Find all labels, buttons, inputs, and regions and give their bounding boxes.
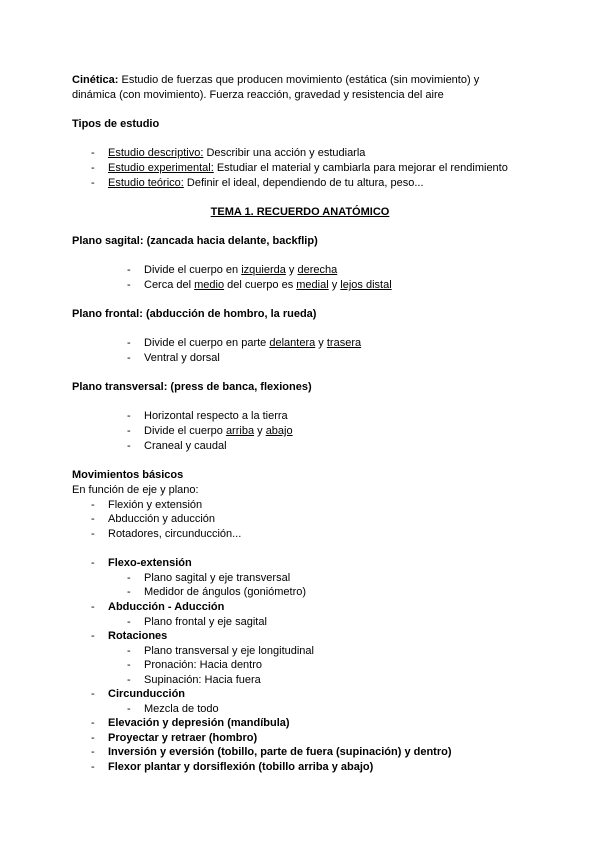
transversal-heading: Plano transversal: (press de banca, flexiones) xyxy=(72,381,312,393)
bullet-dash: - xyxy=(91,147,95,159)
bullet-dash: - xyxy=(127,440,131,452)
frontal-item xyxy=(127,336,587,350)
text: Flexo-extensión xyxy=(108,557,192,569)
underlined-term: izquierda xyxy=(241,264,286,276)
extra-item xyxy=(91,731,551,745)
flexo-item xyxy=(91,556,551,570)
bullet-dash: - xyxy=(127,616,131,628)
underlined-term: delantera xyxy=(269,337,316,349)
text: Plano sagital y eje transversal xyxy=(144,572,291,584)
movimientos-item xyxy=(91,512,551,526)
bullet-dash: - xyxy=(127,425,131,437)
underlined-term: trasera xyxy=(326,337,362,349)
extra-item xyxy=(91,716,551,730)
cinetica-line2: dinámica (con movimiento). Fuerza reacción, gravedad y resistencia del aire xyxy=(72,89,444,101)
circunduccion-sub xyxy=(127,702,587,716)
movimientos-item xyxy=(91,527,551,541)
bullet-dash: - xyxy=(91,746,95,758)
bullet-dash: - xyxy=(91,177,95,189)
tipos-heading: Tipos de estudio xyxy=(72,118,160,130)
transversal-item xyxy=(127,409,587,423)
underlined-term: arriba xyxy=(225,425,255,437)
text: Divide el cuerpo xyxy=(144,425,226,437)
text: y xyxy=(315,337,327,349)
text: y xyxy=(328,279,341,291)
rotaciones-sub xyxy=(127,673,587,687)
bullet-dash: - xyxy=(127,645,131,657)
text: Proyectar y retraer (hombro) xyxy=(108,732,258,744)
underlined-term: medial xyxy=(296,279,329,291)
tipos-term: Estudio teórico: xyxy=(108,177,184,189)
extra-item xyxy=(91,745,551,759)
text: Horizontal respecto a la tierra xyxy=(144,410,288,422)
underlined-term: derecha xyxy=(297,264,338,276)
text: Plano frontal y eje sagital xyxy=(144,616,267,628)
transversal-item xyxy=(127,424,587,438)
frontal-item xyxy=(127,351,587,365)
bullet-dash: - xyxy=(91,557,95,569)
underlined-term: lejos distal xyxy=(340,279,392,291)
extra-item xyxy=(91,760,551,774)
sagital-item xyxy=(127,278,587,292)
transversal-item xyxy=(127,439,587,453)
text: y xyxy=(285,264,298,276)
rotaciones-sub xyxy=(127,658,587,672)
tipos-rest: Describir una acción y estudiarla xyxy=(203,147,366,159)
tipos-item xyxy=(91,176,551,190)
bullet-dash: - xyxy=(127,337,131,349)
text: Pronación: Hacia dentro xyxy=(144,659,263,671)
cinetica-paragraph xyxy=(72,73,532,87)
text: Rotaciones xyxy=(108,630,168,642)
text: Divide el cuerpo en xyxy=(144,264,242,276)
tema-title: TEMA 1. RECUERDO ANATÓMICO xyxy=(210,206,390,218)
text: Divide el cuerpo en parte xyxy=(144,337,270,349)
text: Plano transversal y eje longitudinal xyxy=(144,645,314,657)
text: Flexión y extensión xyxy=(108,499,203,511)
flexo-sub xyxy=(127,585,587,599)
bullet-dash: - xyxy=(127,572,131,584)
cinetica-label: Cinética: xyxy=(72,74,119,86)
bullet-dash: - xyxy=(91,162,95,174)
rotaciones-sub xyxy=(127,644,587,658)
text: Circunducción xyxy=(108,688,186,700)
rotaciones-item xyxy=(91,629,551,643)
text: Cerca del xyxy=(144,279,195,291)
circunduccion-item xyxy=(91,687,551,701)
text: Abducción y aducción xyxy=(108,513,216,525)
bullet-dash: - xyxy=(91,732,95,744)
text: Elevación y depresión (mandíbula) xyxy=(108,717,290,729)
movimientos-intro: En función de eje y plano: xyxy=(72,484,199,496)
bullet-dash: - xyxy=(127,279,131,291)
text: y xyxy=(254,425,266,437)
text: Craneal y caudal xyxy=(144,440,227,452)
abduccion-sub xyxy=(127,615,587,629)
underlined-term: abajo xyxy=(265,425,293,437)
bullet-dash: - xyxy=(91,688,95,700)
bullet-dash: - xyxy=(127,674,131,686)
tipos-rest: Definir el ideal, dependiendo de tu altura, peso... xyxy=(183,177,424,189)
bullet-dash: - xyxy=(127,703,131,715)
bullet-dash: - xyxy=(91,717,95,729)
bullet-dash: - xyxy=(91,513,95,525)
abduccion-item xyxy=(91,600,551,614)
bullet-dash: - xyxy=(91,528,95,540)
text: Abducción - Aducción xyxy=(108,601,225,613)
tipos-term: Estudio experimental: xyxy=(108,162,214,174)
bullet-dash: - xyxy=(91,761,95,773)
bullet-dash: - xyxy=(127,352,131,364)
cinetica-line1: Estudio de fuerzas que producen movimiento (estática (sin movimiento) y xyxy=(121,74,480,86)
text: Supinación: Hacia fuera xyxy=(144,674,261,686)
movimientos-item xyxy=(91,498,551,512)
movimientos-heading: Movimientos básicos xyxy=(72,469,184,481)
tipos-rest: Estudiar el material y cambiarla para mejorar el rendimiento xyxy=(213,162,508,174)
text: Rotadores, circunducción... xyxy=(108,528,242,540)
bullet-dash: - xyxy=(127,410,131,422)
sagital-item xyxy=(127,263,587,277)
underlined-term: medio xyxy=(194,279,225,291)
bullet-dash: - xyxy=(127,586,131,598)
bullet-dash: - xyxy=(91,630,95,642)
text: del cuerpo es xyxy=(224,279,297,291)
flexo-sub xyxy=(127,571,587,585)
text: Mezcla de todo xyxy=(144,703,219,715)
bullet-dash: - xyxy=(91,499,95,511)
text: Ventral y dorsal xyxy=(144,352,220,364)
tipos-term: Estudio descriptivo: xyxy=(108,147,204,159)
tipos-item xyxy=(91,161,551,175)
text: Inversión y eversión (tobillo, parte de fuera (supinación) y dentro) xyxy=(108,746,452,758)
bullet-dash: - xyxy=(91,601,95,613)
text: Medidor de ángulos (goniómetro) xyxy=(144,586,307,598)
sagital-heading: Plano sagital: (zancada hacia delante, backflip) xyxy=(72,235,318,247)
text: Flexor plantar y dorsiflexión (tobillo arriba y abajo) xyxy=(108,761,374,773)
bullet-dash: - xyxy=(127,659,131,671)
bullet-dash: - xyxy=(127,264,131,276)
frontal-heading: Plano frontal: (abducción de hombro, la rueda) xyxy=(72,308,317,320)
tipos-item xyxy=(91,146,551,160)
